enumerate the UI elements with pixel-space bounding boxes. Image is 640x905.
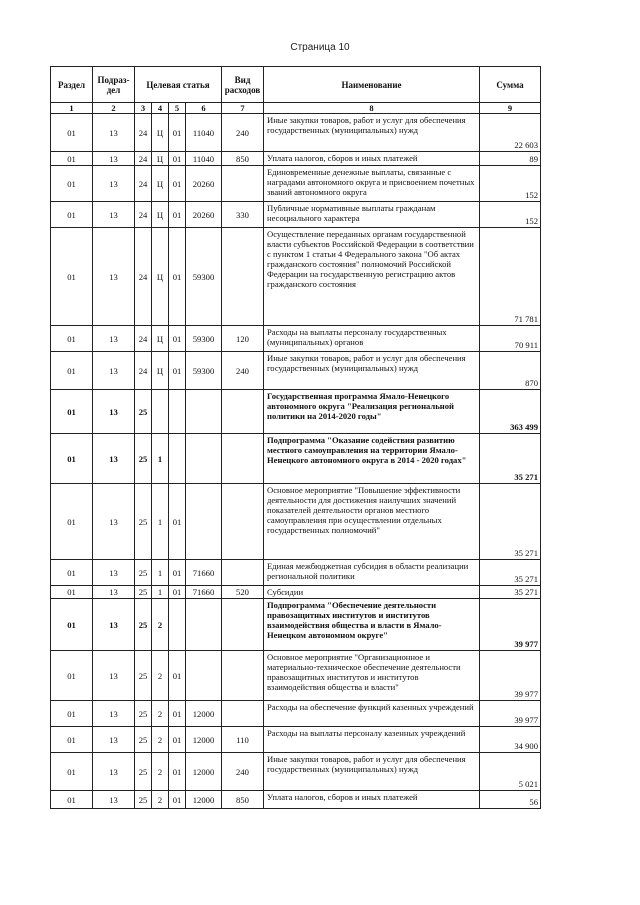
- sum-cell: 39 977: [480, 599, 541, 651]
- name-cell: Осуществление переданных органам государственной власти субъектов Российской Федерации в соответствии с пунктом 1 статьи 4 Федерального закона "Об актах гражданского состояния" полномочий Российской Федерации на государственную регистрацию актов гражданского состояния: [264, 228, 480, 326]
- sum-cell: 22 603: [480, 114, 541, 152]
- name-cell: Уплата налогов, сборов и иных платежей: [264, 152, 480, 166]
- table-row: [51, 753, 541, 791]
- col-number: 7: [222, 103, 264, 114]
- target-event-cell: 01: [169, 791, 186, 809]
- table-row: [51, 352, 541, 390]
- razdel-cell: 01: [51, 753, 93, 791]
- target-program-cell: 25: [135, 586, 152, 599]
- name-cell: Государственная программа Ямало-Ненецкого автономного округа "Реализация региональной политики на 2014-2020 годы": [264, 390, 480, 434]
- target-direction-cell: 59300: [186, 326, 222, 352]
- expense-type-cell: 330: [222, 202, 264, 228]
- target-program-cell: 24: [135, 326, 152, 352]
- name-cell: Уплата налогов, сборов и иных платежей: [264, 791, 480, 809]
- sum-cell: 870: [480, 352, 541, 390]
- target-program-cell: 24: [135, 166, 152, 202]
- podrazdel-cell: 13: [93, 114, 135, 152]
- target-program-cell: 25: [135, 701, 152, 727]
- target-subprogram-cell: 2: [152, 727, 169, 753]
- name-cell: Субсидии: [264, 586, 480, 599]
- target-event-cell: 01: [169, 114, 186, 152]
- sum-cell: 34 900: [480, 727, 541, 753]
- target-program-cell: 24: [135, 202, 152, 228]
- target-direction-cell: 59300: [186, 352, 222, 390]
- sum-cell: 35 271: [480, 434, 541, 484]
- table-row: [51, 599, 541, 651]
- header-podrazdel: Подраз-дел: [93, 67, 135, 103]
- target-event-cell: 01: [169, 753, 186, 791]
- expense-type-cell: 240: [222, 352, 264, 390]
- col-number: 8: [264, 103, 480, 114]
- target-event-cell: 01: [169, 484, 186, 560]
- target-direction-cell: [186, 651, 222, 701]
- header-razdel: Раздел: [51, 67, 93, 103]
- target-subprogram-cell: Ц: [152, 228, 169, 326]
- target-subprogram-cell: Ц: [152, 352, 169, 390]
- razdel-cell: 01: [51, 599, 93, 651]
- target-direction-cell: 59300: [186, 228, 222, 326]
- sum-cell: 56: [480, 791, 541, 809]
- razdel-cell: 01: [51, 701, 93, 727]
- table-row: [51, 390, 541, 434]
- target-direction-cell: 12000: [186, 753, 222, 791]
- podrazdel-cell: 13: [93, 352, 135, 390]
- target-program-cell: 24: [135, 152, 152, 166]
- table-row: [51, 326, 541, 352]
- razdel-cell: 01: [51, 202, 93, 228]
- target-direction-cell: 11040: [186, 152, 222, 166]
- podrazdel-cell: 13: [93, 560, 135, 586]
- podrazdel-cell: 13: [93, 599, 135, 651]
- expense-type-cell: 240: [222, 753, 264, 791]
- name-cell: Единовременные денежные выплаты, связанные с наградами автономного округа и присвоением почетных званий автономного округа: [264, 166, 480, 202]
- razdel-cell: 01: [51, 586, 93, 599]
- target-direction-cell: 20260: [186, 166, 222, 202]
- header-sum: Сумма: [480, 67, 541, 103]
- table-row: [51, 651, 541, 701]
- col-number: 9: [480, 103, 541, 114]
- razdel-cell: 01: [51, 484, 93, 560]
- target-program-cell: 25: [135, 560, 152, 586]
- sum-cell: 35 271: [480, 586, 541, 599]
- razdel-cell: 01: [51, 434, 93, 484]
- name-cell: Единая межбюджетная субсидия в области реализации региональной политики: [264, 560, 480, 586]
- razdel-cell: 01: [51, 791, 93, 809]
- podrazdel-cell: 13: [93, 586, 135, 599]
- expense-type-cell: [222, 560, 264, 586]
- target-event-cell: 01: [169, 228, 186, 326]
- target-event-cell: 01: [169, 202, 186, 228]
- podrazdel-cell: 13: [93, 484, 135, 560]
- target-event-cell: 01: [169, 560, 186, 586]
- target-direction-cell: [186, 434, 222, 484]
- budget-table: [50, 66, 541, 809]
- expense-type-cell: [222, 484, 264, 560]
- expense-type-cell: 110: [222, 727, 264, 753]
- expense-type-cell: [222, 651, 264, 701]
- table-row: [51, 791, 541, 809]
- target-direction-cell: [186, 390, 222, 434]
- header-name: Наименование: [264, 67, 480, 103]
- sum-cell: 35 271: [480, 484, 541, 560]
- table-row: [51, 228, 541, 326]
- name-cell: Основное мероприятие "Повышение эффективности деятельности для достижения наилучших значений показателей деятельности органов местного самоуправления при осуществлении отдельных государственных полномочий": [264, 484, 480, 560]
- target-subprogram-cell: Ц: [152, 326, 169, 352]
- target-subprogram-cell: 2: [152, 701, 169, 727]
- target-subprogram-cell: Ц: [152, 202, 169, 228]
- target-event-cell: 01: [169, 586, 186, 599]
- target-direction-cell: 12000: [186, 701, 222, 727]
- podrazdel-cell: 13: [93, 701, 135, 727]
- target-direction-cell: 71660: [186, 586, 222, 599]
- table-row: [51, 560, 541, 586]
- table-row: [51, 152, 541, 166]
- podrazdel-cell: 13: [93, 791, 135, 809]
- razdel-cell: 01: [51, 114, 93, 152]
- name-cell: Иные закупки товаров, работ и услуг для обеспечения государственных (муниципальных) нужд: [264, 753, 480, 791]
- name-cell: Иные закупки товаров, работ и услуг для обеспечения государственных (муниципальных) нужд: [264, 352, 480, 390]
- podrazdel-cell: 13: [93, 228, 135, 326]
- target-subprogram-cell: Ц: [152, 114, 169, 152]
- target-direction-cell: 71660: [186, 560, 222, 586]
- target-program-cell: 25: [135, 434, 152, 484]
- sum-cell: 89: [480, 152, 541, 166]
- target-subprogram-cell: 2: [152, 651, 169, 701]
- header-expense-type: Вид расходов: [222, 67, 264, 103]
- table-row: [51, 484, 541, 560]
- target-direction-cell: [186, 599, 222, 651]
- razdel-cell: 01: [51, 152, 93, 166]
- target-subprogram-cell: [152, 390, 169, 434]
- target-program-cell: 25: [135, 390, 152, 434]
- target-subprogram-cell: Ц: [152, 152, 169, 166]
- target-program-cell: 24: [135, 228, 152, 326]
- col-number: 1: [51, 103, 93, 114]
- sum-cell: 39 977: [480, 701, 541, 727]
- podrazdel-cell: 13: [93, 651, 135, 701]
- expense-type-cell: [222, 390, 264, 434]
- target-event-cell: 01: [169, 701, 186, 727]
- name-cell: Основное мероприятие "Организационное и материально-техническое обеспечение деятельности правозащитных институтов и институтов взаимодействия общества и власти": [264, 651, 480, 701]
- target-program-cell: 25: [135, 484, 152, 560]
- target-subprogram-cell: Ц: [152, 166, 169, 202]
- expense-type-cell: 850: [222, 152, 264, 166]
- podrazdel-cell: 13: [93, 152, 135, 166]
- sum-cell: 70 911: [480, 326, 541, 352]
- razdel-cell: 01: [51, 166, 93, 202]
- razdel-cell: 01: [51, 228, 93, 326]
- target-program-cell: 24: [135, 114, 152, 152]
- target-program-cell: 25: [135, 599, 152, 651]
- target-program-cell: 25: [135, 651, 152, 701]
- col-number: 4: [152, 103, 169, 114]
- podrazdel-cell: 13: [93, 166, 135, 202]
- target-subprogram-cell: 2: [152, 753, 169, 791]
- sum-cell: 35 271: [480, 560, 541, 586]
- expense-type-cell: 520: [222, 586, 264, 599]
- sum-cell: 39 977: [480, 651, 541, 701]
- page-label: Страница 10: [290, 42, 350, 53]
- razdel-cell: 01: [51, 326, 93, 352]
- expense-type-cell: [222, 701, 264, 727]
- target-subprogram-cell: 1: [152, 434, 169, 484]
- name-cell: Подпрограмма "Обеспечение деятельности правозащитных институтов и институтов взаимодействия общества и власти в Ямало-Ненецком автономном округе": [264, 599, 480, 651]
- target-event-cell: 01: [169, 651, 186, 701]
- razdel-cell: 01: [51, 352, 93, 390]
- target-event-cell: 01: [169, 352, 186, 390]
- target-subprogram-cell: 2: [152, 791, 169, 809]
- podrazdel-cell: 13: [93, 727, 135, 753]
- target-direction-cell: [186, 484, 222, 560]
- name-cell: Иные закупки товаров, работ и услуг для обеспечения государственных (муниципальных) нужд: [264, 114, 480, 152]
- sum-cell: 363 499: [480, 390, 541, 434]
- expense-type-cell: 240: [222, 114, 264, 152]
- target-program-cell: 25: [135, 727, 152, 753]
- podrazdel-cell: 13: [93, 434, 135, 484]
- podrazdel-cell: 13: [93, 390, 135, 434]
- target-event-cell: [169, 434, 186, 484]
- target-event-cell: [169, 599, 186, 651]
- target-program-cell: 25: [135, 753, 152, 791]
- target-subprogram-cell: 1: [152, 484, 169, 560]
- razdel-cell: 01: [51, 651, 93, 701]
- name-cell: Подпрограмма "Оказание содействия развитию местного самоуправления на территории Ямало-Ненецкого автономного округа в 2014 - 2020 годах": [264, 434, 480, 484]
- razdel-cell: 01: [51, 727, 93, 753]
- expense-type-cell: 120: [222, 326, 264, 352]
- podrazdel-cell: 13: [93, 326, 135, 352]
- target-event-cell: 01: [169, 152, 186, 166]
- col-number: 2: [93, 103, 135, 114]
- expense-type-cell: [222, 599, 264, 651]
- table-row: [51, 586, 541, 599]
- name-cell: Расходы на выплаты персоналу государственных (муниципальных) органов: [264, 326, 480, 352]
- table-row: [51, 434, 541, 484]
- column-number-row: [51, 103, 541, 114]
- header-target-article: Целевая статья: [135, 67, 222, 103]
- expense-type-cell: 850: [222, 791, 264, 809]
- table-row: [51, 166, 541, 202]
- name-cell: Расходы на выплаты персоналу казенных учреждений: [264, 727, 480, 753]
- expense-type-cell: [222, 166, 264, 202]
- target-event-cell: 01: [169, 727, 186, 753]
- target-direction-cell: 20260: [186, 202, 222, 228]
- target-program-cell: 24: [135, 352, 152, 390]
- target-subprogram-cell: 1: [152, 560, 169, 586]
- expense-type-cell: [222, 434, 264, 484]
- col-number: 3: [135, 103, 152, 114]
- target-event-cell: [169, 390, 186, 434]
- target-event-cell: 01: [169, 166, 186, 202]
- sum-cell: 71 781: [480, 228, 541, 326]
- target-direction-cell: 12000: [186, 727, 222, 753]
- target-program-cell: 25: [135, 791, 152, 809]
- sum-cell: 152: [480, 202, 541, 228]
- name-cell: Публичные нормативные выплаты гражданам несоциального характера: [264, 202, 480, 228]
- expense-type-cell: [222, 228, 264, 326]
- col-number: 5: [169, 103, 186, 114]
- target-event-cell: 01: [169, 326, 186, 352]
- table-row: [51, 114, 541, 152]
- target-direction-cell: 12000: [186, 791, 222, 809]
- name-cell: Расходы на обеспечение функций казенных учреждений: [264, 701, 480, 727]
- table-row: [51, 202, 541, 228]
- target-direction-cell: 11040: [186, 114, 222, 152]
- podrazdel-cell: 13: [93, 202, 135, 228]
- table-row: [51, 727, 541, 753]
- target-subprogram-cell: 2: [152, 599, 169, 651]
- razdel-cell: 01: [51, 560, 93, 586]
- col-number: 6: [186, 103, 222, 114]
- target-subprogram-cell: 1: [152, 586, 169, 599]
- sum-cell: 5 021: [480, 753, 541, 791]
- podrazdel-cell: 13: [93, 753, 135, 791]
- table-row: [51, 701, 541, 727]
- razdel-cell: 01: [51, 390, 93, 434]
- sum-cell: 152: [480, 166, 541, 202]
